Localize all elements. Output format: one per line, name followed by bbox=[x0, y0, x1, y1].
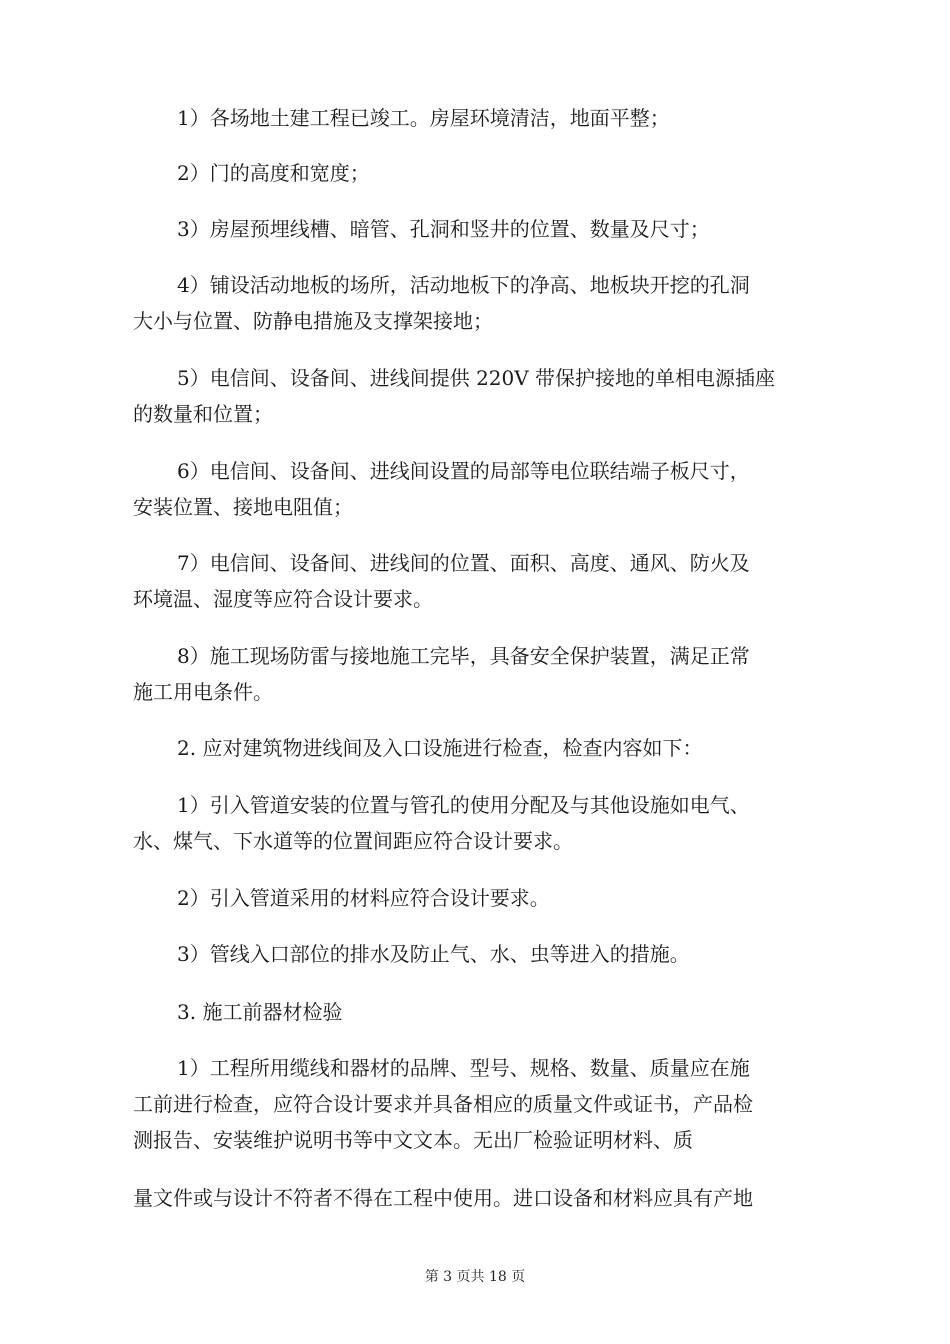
text-line: 施工用电条件。 bbox=[133, 680, 273, 704]
paragraph-7 bbox=[133, 545, 833, 617]
paragraph-8 bbox=[133, 638, 833, 710]
text-line: 测报告、安装维护说明书等中文文本。无出厂检验证明材料、质 bbox=[133, 1128, 693, 1152]
text-line: 1）各场地土建工程已竣工。房屋环境清洁，地面平整； bbox=[177, 106, 670, 130]
text-line: 6）电信间、设备间、进线间设置的局部等电位联结端子板尺寸， bbox=[177, 459, 750, 483]
section-heading-2 bbox=[133, 730, 833, 766]
paragraph-5 bbox=[133, 360, 833, 432]
text-line: 工前进行检查，应符合设计要求并具备相应的质量文件或证书，产品检 bbox=[133, 1092, 753, 1116]
paragraph-10 bbox=[133, 880, 833, 916]
text-line: 7）电信间、设备间、进线间的位置、面积、高度、通风、防火及 bbox=[177, 551, 750, 575]
paragraph-3 bbox=[133, 211, 833, 247]
text-line: 2）门的高度和宽度； bbox=[177, 161, 370, 185]
text-line: 2. 应对建筑物进线间及入口设施进行检查，检查内容如下： bbox=[177, 736, 703, 760]
text-line: 2）引入管道采用的材料应符合设计要求。 bbox=[177, 886, 550, 910]
paragraph-2 bbox=[133, 155, 833, 191]
text-line: 1）工程所用缆线和器材的品牌、型号、规格、数量、质量应在施 bbox=[177, 1056, 750, 1080]
text-line: 3）管线入口部位的排水及防止气、水、虫等进入的措施。 bbox=[177, 942, 690, 966]
page-footer: 第 3 页共 18 页 bbox=[424, 1269, 526, 1285]
paragraph-12 bbox=[133, 1050, 833, 1158]
paragraph-11 bbox=[133, 936, 833, 972]
text-line: 水、煤气、下水道等的位置间距应符合设计要求。 bbox=[133, 829, 573, 853]
paragraph-13 bbox=[133, 1180, 833, 1216]
text-line: 8）施工现场防雷与接地施工完毕，具备安全保护装置，满足正常 bbox=[177, 644, 750, 668]
text-line: 1）引入管道安装的位置与管孔的使用分配及与其他设施如电气、 bbox=[177, 793, 750, 817]
text-line: 3. 施工前器材检验 bbox=[177, 1000, 343, 1024]
paragraph-6 bbox=[133, 453, 833, 525]
text-line: 5）电信间、设备间、进线间提供 220V 带保护接地的单相电源插座 bbox=[177, 366, 776, 390]
paragraph-9 bbox=[133, 787, 833, 859]
paragraph-4 bbox=[133, 267, 833, 339]
text-line: 3）房屋预埋线槽、暗管、孔洞和竖井的位置、数量及尺寸； bbox=[177, 217, 710, 241]
text-line: 4）铺设活动地板的场所，活动地板下的净高、地板块开挖的孔洞 bbox=[177, 273, 750, 297]
text-line: 安装位置、接地电阻值； bbox=[133, 495, 353, 519]
text-line: 的数量和位置； bbox=[133, 402, 273, 426]
section-heading-3 bbox=[133, 994, 833, 1030]
paragraph-1 bbox=[133, 100, 833, 136]
text-line: 大小与位置、防静电措施及支撑架接地； bbox=[133, 309, 493, 333]
text-line: 环境温、湿度等应符合设计要求。 bbox=[133, 587, 433, 611]
text-line: 量文件或与设计不符者不得在工程中使用。进口设备和材料应具有产地 bbox=[133, 1186, 753, 1210]
